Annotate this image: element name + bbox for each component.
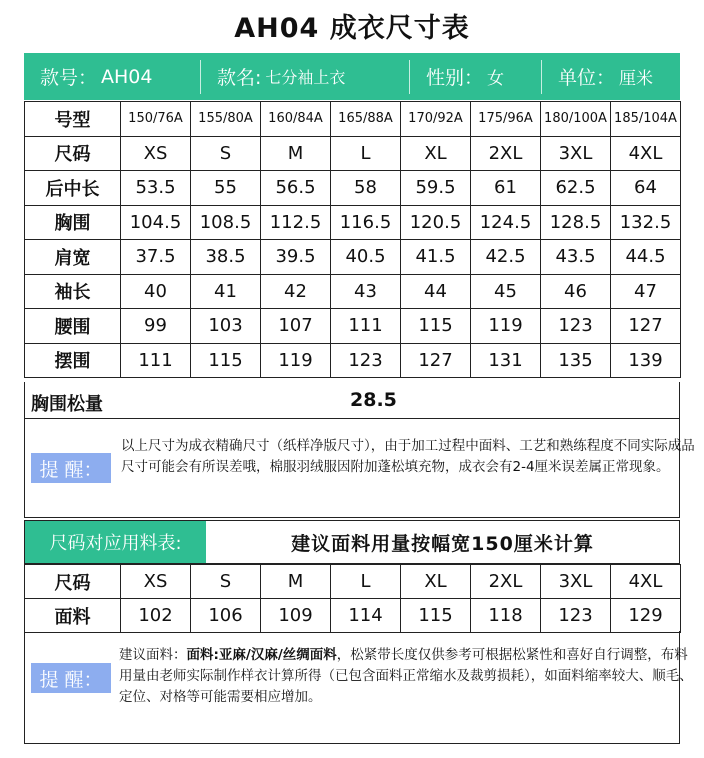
table-cell: 127: [611, 309, 681, 344]
table-cell: 41: [191, 274, 261, 309]
row-label: 腰围: [25, 309, 121, 344]
style-name-cell: [201, 53, 409, 100]
chest-ease-row: [24, 382, 680, 419]
table-cell: 3XL: [541, 565, 611, 599]
table-cell: M: [261, 136, 331, 171]
table-cell: 103: [191, 309, 261, 344]
table-cell: 155/80A: [191, 102, 261, 137]
reminder-note: [24, 419, 695, 518]
row-label: 后中长: [25, 171, 121, 206]
size-table-row: [25, 102, 681, 137]
row-label: 尺码: [25, 136, 121, 171]
table-cell: 150/76A: [121, 102, 191, 137]
table-cell: 123: [541, 599, 611, 633]
fabric-section-subtitle: 建议面料用量按幅宽150厘米计算: [291, 532, 594, 555]
table-cell: 61: [471, 171, 541, 206]
fabric-section-title: 尺码对应用料表:: [25, 521, 206, 563]
table-cell: 43: [331, 274, 401, 309]
size-table-row: [25, 171, 681, 206]
table-cell: 111: [331, 309, 401, 344]
unit-label: 单位：: [558, 67, 616, 89]
table-cell: 107: [261, 309, 331, 344]
table-cell: 115: [401, 309, 471, 344]
table-cell: 119: [471, 309, 541, 344]
table-cell: 123: [541, 309, 611, 344]
style-name-label: 款名:: [217, 67, 262, 89]
table-cell: 46: [541, 274, 611, 309]
table-cell: 47: [611, 274, 681, 309]
table-cell: 139: [611, 343, 681, 378]
row-label: 胸围: [25, 205, 121, 240]
table-cell: 42: [261, 274, 331, 309]
table-cell: 115: [191, 343, 261, 378]
unit-cell: [542, 53, 680, 100]
table-cell: 120.5: [401, 205, 471, 240]
table-cell: 175/96A: [471, 102, 541, 137]
fabric-section-header: [24, 520, 680, 564]
table-cell: 135: [541, 343, 611, 378]
size-table: [24, 101, 681, 378]
header-banner: [24, 53, 680, 100]
table-cell: 180/100A: [541, 102, 611, 137]
size-table-row: [25, 240, 681, 275]
table-cell: 2XL: [471, 136, 541, 171]
table-cell: 165/88A: [331, 102, 401, 137]
style-number-cell: [24, 53, 200, 100]
table-cell: 42.5: [471, 240, 541, 275]
gender-cell: [410, 53, 541, 100]
table-cell: 128.5: [541, 205, 611, 240]
table-cell: 102: [121, 599, 191, 633]
table-cell: 115: [401, 599, 471, 633]
table-cell: 129: [611, 599, 681, 633]
gender-value: 女: [487, 69, 505, 89]
table-cell: M: [261, 565, 331, 599]
table-cell: 37.5: [121, 240, 191, 275]
fabric-reminder-note: [24, 631, 693, 744]
table-cell: XL: [401, 565, 471, 599]
table-cell: 40: [121, 274, 191, 309]
table-cell: 185/104A: [611, 102, 681, 137]
table-cell: XS: [121, 136, 191, 171]
page-title: AH04 成衣尺寸表: [234, 13, 470, 44]
table-cell: 124.5: [471, 205, 541, 240]
table-cell: 44: [401, 274, 471, 309]
table-cell: 118: [471, 599, 541, 633]
row-label: 肩宽: [25, 240, 121, 275]
table-cell: XL: [401, 136, 471, 171]
table-cell: 131: [471, 343, 541, 378]
table-cell: 4XL: [611, 136, 681, 171]
unit-value: 厘米: [619, 69, 654, 89]
table-cell: 64: [611, 171, 681, 206]
row-label: 面料: [25, 599, 121, 633]
table-cell: 108.5: [191, 205, 261, 240]
table-cell: 132.5: [611, 205, 681, 240]
chest-ease-label: 胸围松量: [31, 394, 103, 415]
fabric-reminder-material: 面料:亚麻/汉麻/丝绸面料: [186, 647, 337, 663]
table-cell: 114: [331, 599, 401, 633]
size-table-row: [25, 343, 681, 378]
table-cell: 106: [191, 599, 261, 633]
table-cell: 39.5: [261, 240, 331, 275]
table-cell: L: [331, 136, 401, 171]
fabric-table-row: [25, 565, 681, 599]
table-cell: 59.5: [401, 171, 471, 206]
table-cell: 3XL: [541, 136, 611, 171]
reminder-text: 以上尺寸为成衣精确尺寸（纸样净版尺寸），由于加工过程中面料、工艺和熟练程度不同实际成品尺寸可能会有所误差哦，棉服羽绒服因附加蓬松填充物，成衣会有2-4厘米误差属正常现象。: [121, 438, 695, 475]
size-table-row: [25, 309, 681, 344]
row-label: 袖长: [25, 274, 121, 309]
table-cell: 123: [331, 343, 401, 378]
table-cell: 53.5: [121, 171, 191, 206]
reminder-badge: 提 醒：: [31, 453, 111, 483]
table-cell: S: [191, 565, 261, 599]
style-number-value: AH04: [101, 65, 153, 88]
table-cell: 44.5: [611, 240, 681, 275]
table-cell: 104.5: [121, 205, 191, 240]
table-cell: 56.5: [261, 171, 331, 206]
size-table-row: [25, 274, 681, 309]
table-cell: 40.5: [331, 240, 401, 275]
fabric-reminder-text: [119, 645, 699, 708]
table-cell: 170/92A: [401, 102, 471, 137]
row-label: 尺码: [25, 565, 121, 599]
table-cell: 109: [261, 599, 331, 633]
table-cell: 116.5: [331, 205, 401, 240]
table-cell: 111: [121, 343, 191, 378]
table-cell: 99: [121, 309, 191, 344]
gender-label: 性别：: [426, 67, 484, 89]
fabric-table-row: [25, 599, 681, 633]
fabric-reminder-body: ，松紧带长度仅供参考可根据松紧性和喜好自行调整，布料用量由老师实际制作样衣计算所得（已包含面料正常缩水及裁剪损耗），如面料缩率较大、顺毛、定位、对格等可能需要相应增加。: [119, 647, 693, 705]
chest-ease-value: 28.5: [350, 389, 397, 411]
row-label: 摆围: [25, 343, 121, 378]
table-cell: 55: [191, 171, 261, 206]
size-table-row: [25, 136, 681, 171]
fabric-table: [24, 564, 681, 633]
table-cell: S: [191, 136, 261, 171]
table-cell: 160/84A: [261, 102, 331, 137]
table-cell: 58: [331, 171, 401, 206]
table-cell: 38.5: [191, 240, 261, 275]
table-cell: 112.5: [261, 205, 331, 240]
table-cell: 2XL: [471, 565, 541, 599]
table-cell: 4XL: [611, 565, 681, 599]
table-cell: 41.5: [401, 240, 471, 275]
table-cell: 43.5: [541, 240, 611, 275]
size-table-row: [25, 205, 681, 240]
style-name-value: 七分袖上衣: [265, 68, 346, 87]
fabric-reminder-prefix: 建议面料：: [119, 647, 187, 663]
style-number-label: 款号：: [40, 67, 98, 89]
table-cell: XS: [121, 565, 191, 599]
table-cell: 119: [261, 343, 331, 378]
table-cell: L: [331, 565, 401, 599]
row-label: 号型: [25, 102, 121, 137]
table-cell: 45: [471, 274, 541, 309]
table-cell: 127: [401, 343, 471, 378]
fabric-reminder-badge: 提 醒：: [31, 663, 111, 693]
table-cell: 62.5: [541, 171, 611, 206]
